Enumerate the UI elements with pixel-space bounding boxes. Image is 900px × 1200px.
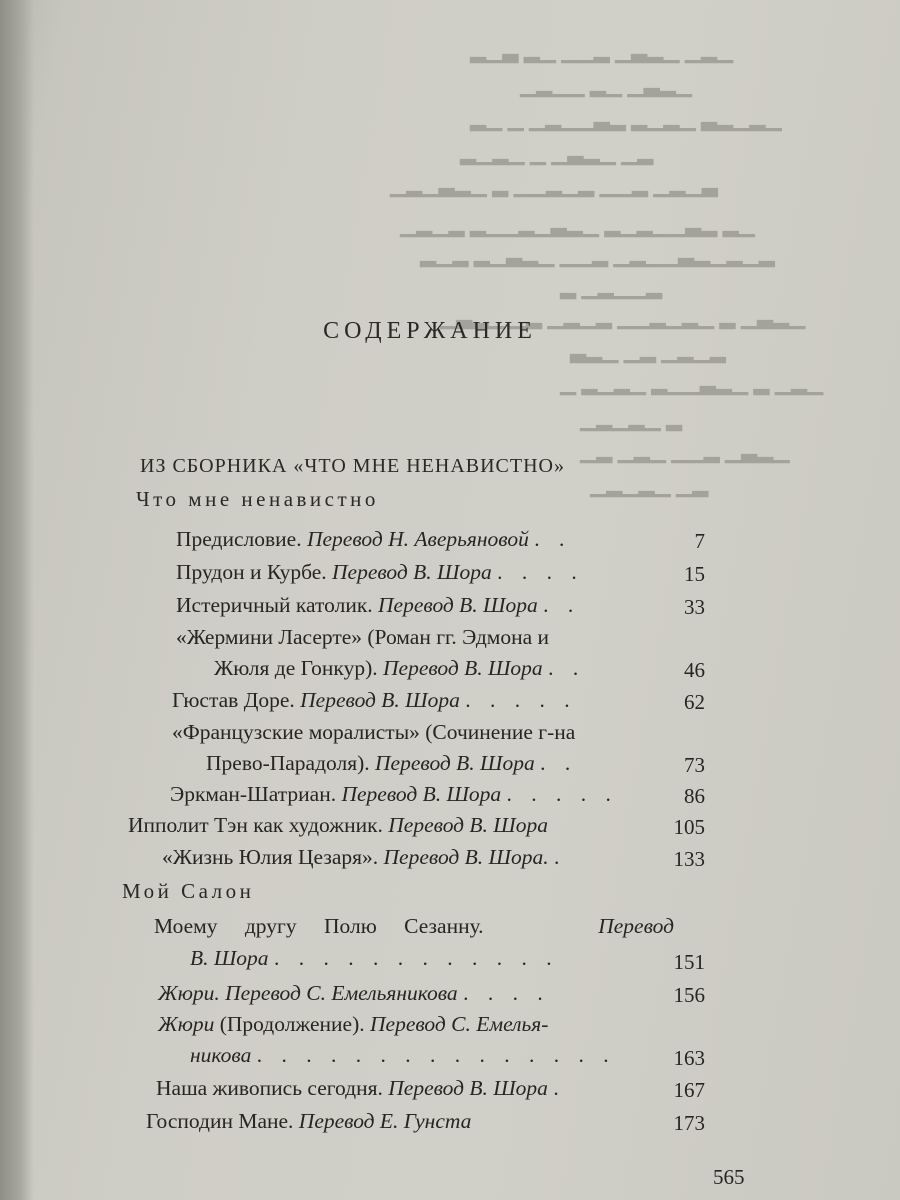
section-heading: ИЗ СБОРНИКА «ЧТО МНЕ НЕНАВИСТНО» (140, 455, 565, 477)
subsection-heading: Мой Салон (122, 879, 255, 903)
toc-entry: Господин Мане. Перевод Е. Гунста (146, 1109, 472, 1133)
page-number: 62 (684, 690, 705, 714)
subsection-heading: Что мне ненавистно (136, 487, 379, 511)
page-number: 86 (684, 784, 705, 808)
toc-entry: Истеричный католик. Перевод В. Шора . . (176, 593, 581, 617)
toc-entry: Прево-Парадоля). Перевод В. Шора . . (206, 751, 578, 775)
toc-entry-line1: Моему другу Полю Сезанну. Перевод (154, 914, 674, 938)
page-number: 163 (673, 1046, 705, 1070)
toc-entry: Гюстав Доре. Перевод В. Шора . . . . . (172, 688, 577, 712)
page-number: 167 (673, 1078, 705, 1102)
page-number: 73 (684, 753, 705, 777)
toc-entry-line1: «Жермини Ласерте» (Роман гг. Эдмона и (176, 625, 550, 649)
toc-entry: никова . . . . . . . . . . . . . . . (190, 1043, 616, 1067)
page-number: 173 (673, 1111, 705, 1135)
toc-entry: Наша живопись сегодня. Перевод В. Шора . (156, 1076, 566, 1100)
toc-entry: Жюри. Перевод С. Емельяникова . . . . (158, 981, 550, 1005)
show-through-texture: ▁▂▁ ▁▂▃▁ ▂▁▁ ▁▂ ▃▁▂ ▁▂▃▁ ▁▂ ▁▁▂▁ ▁▂▁▂▃ ▁▂▁▂ ▂▃▁▁▂▁ ▁ ▁▂ ▂▁ ▁▂▃▁ ▁ ▁▂▁▂ ▃▁▂▁ ▂▁▁ ▂▁▂▁▁ ▂ ▁▂▃▁▂▁ ▁▂ ▂▃▁▁▂▁▂ ▁▂▃▁▂▁▁▂ ▂▁▂▁ ▂▁▂▁▂▃▁▁▂▁ ▂▁▁ ▁▂▃▁▂ ▂▁▂ ▂▁▁▂▁ ▂ ▁▂▃▁ ▂ ▁▂▁▂▁▁ ▂▁▂▁ ▂▁ ▁▂▃▁ ▂▁▂▁ ▂▁ ▁▂▃ ▁▂▁ ▂ ▁▂▃▁▁▂ ▁▂▁▂ ▁ ▂ ▁▂▁▂▁ ▁▂▃▁ ▂▁▁ ▁▂▁ ▂▁ ▂▁ ▁▂▁▂▁ (390, 39, 824, 497)
page-number: 7 (694, 529, 705, 553)
toc-entry-line1: «Французские моралисты» (Сочинение г-на (172, 720, 576, 744)
toc-entry: Предисловие. Перевод Н. Аверьяновой . . (176, 527, 572, 551)
toc-entry-line1: Жюри (Продолжение). Перевод С. Емелья- (158, 1012, 549, 1036)
page-title: СОДЕРЖАНИЕ (323, 318, 537, 344)
page-number: 33 (684, 595, 705, 619)
toc-entry: Жюля де Гонкур). Перевод В. Шора . . (214, 656, 586, 680)
page-number: 133 (673, 847, 705, 871)
page-number: 151 (673, 950, 705, 974)
toc-entry: Ипполит Тэн как художник. Перевод В. Шора (128, 813, 548, 837)
toc-entry: Прудон и Курбе. Перевод В. Шора . . . . (176, 560, 584, 584)
toc-entry: Эркман-Шатриан. Перевод В. Шора . . . . . (170, 782, 618, 806)
page-number: 156 (673, 983, 705, 1007)
page-number: 105 (673, 815, 705, 839)
toc-entry: «Жизнь Юлия Цезаря». Перевод В. Шора. . (162, 845, 567, 869)
page-number: 46 (684, 658, 705, 682)
toc-entry: В. Шора . . . . . . . . . . . . (190, 946, 559, 970)
page-number: 15 (684, 562, 705, 586)
folio-page-number: 565 (713, 1165, 745, 1189)
